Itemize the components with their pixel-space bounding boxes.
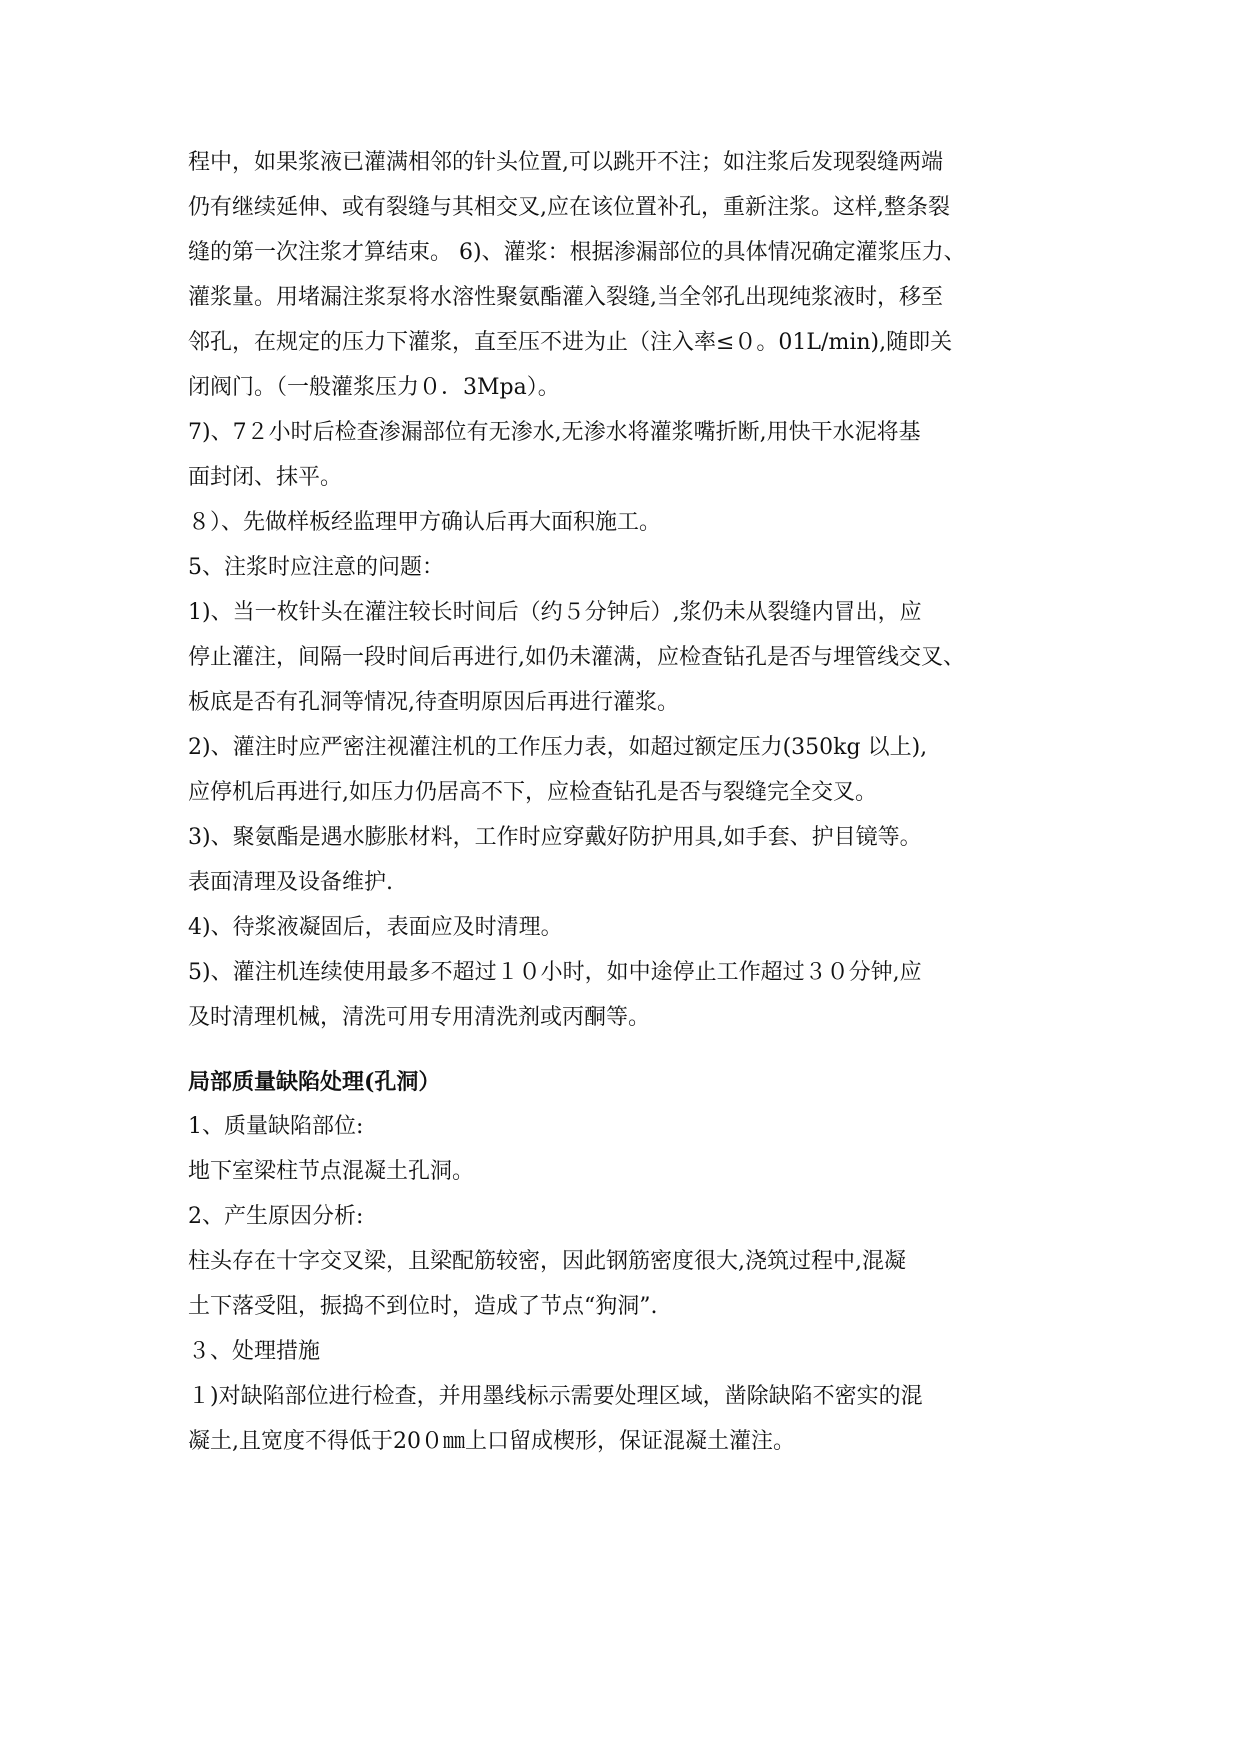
paragraph-line: 仍有继续延伸、或有裂缝与其相交叉,应在该位置补孔，重新注浆。这样,整条裂: [188, 195, 950, 220]
subsection-heading: 1、质量缺陷部位:: [188, 1114, 364, 1139]
subsection-heading: ３、处理措施: [188, 1339, 321, 1364]
paragraph-line: 灌浆量。用堵漏注浆泵将水溶性聚氨酯灌入裂缝,当全邻孔出现纯浆液时，移至: [188, 285, 943, 310]
paragraph-line: 1)、当一枚针头在灌注较长时间后（约５分钟后）,浆仍未从裂缝内冒出，应: [188, 600, 922, 625]
paragraph-line: 停止灌注，间隔一段时间后再进行,如仍未灌满，应检查钻孔是否与埋管线交叉、: [188, 645, 965, 670]
paragraph-line: 凝土,且宽度不得低于20０㎜上口留成楔形，保证混凝土灌注。: [188, 1429, 795, 1454]
section-heading: 5、注浆时应注意的问题：: [188, 555, 444, 580]
paragraph-line: 柱头存在十字交叉梁，且梁配筋较密，因此钢筋密度很大,浇筑过程中,混凝: [188, 1249, 906, 1274]
subsection-heading: 2、产生原因分析:: [188, 1204, 364, 1229]
paragraph-line: 地下室梁柱节点混凝土孔洞。: [188, 1159, 475, 1184]
paragraph-line: １)对缺陷部位进行检查，并用墨线标示需要处理区域，凿除缺陷不密实的混: [188, 1384, 923, 1409]
paragraph-line: 3)、聚氨酯是遇水膨胀材料，工作时应穿戴好防护用具,如手套、护目镜等。: [188, 825, 922, 850]
paragraph-line: ８）、先做样板经监理甲方确认后再大面积施工。: [188, 510, 662, 535]
section-title: 局部质量缺陷处理(孔洞）: [188, 1069, 441, 1095]
paragraph-line: 闭阀门。（一般灌浆压力０．3Mpa）。: [188, 375, 560, 400]
paragraph-line: 4)、待浆液凝固后，表面应及时清理。: [188, 915, 563, 940]
paragraph-line: 板底是否有孔洞等情况,待查明原因后再进行灌浆。: [188, 690, 679, 715]
paragraph-line: 邻孔，在规定的压力下灌浆，直至压不进为止（注入率≤０。01L/min),随即关: [188, 330, 953, 355]
paragraph-line: 程中，如果浆液已灌满相邻的针头位置,可以跳开不注；如注浆后发现裂缝两端: [188, 150, 943, 175]
paragraph-line: 应停机后再进行,如压力仍居高不下，应检查钻孔是否与裂缝完全交叉。: [188, 780, 877, 805]
paragraph-line: 面封闭、抹平。: [188, 465, 343, 490]
paragraph-line: 及时清理机械，清洗可用专用清洗剂或丙酮等。: [188, 1005, 651, 1030]
paragraph-line: 5)、灌注机连续使用最多不超过１０小时，如中途停止工作超过３０分钟,应: [188, 960, 922, 985]
paragraph-line: 2)、灌注时应严密注视灌注机的工作压力表，如超过额定压力(350kg 以上),: [188, 735, 928, 760]
paragraph-line: 土下落受阻，振捣不到位时，造成了节点“狗洞”.: [188, 1294, 658, 1319]
paragraph-line: 表面清理及设备维护.: [188, 870, 393, 895]
paragraph-line: 7)、7２小时后检查渗漏部位有无渗水,无渗水将灌浆嘴折断,用快干水泥将基: [188, 420, 921, 445]
paragraph-line: 缝的第一次注浆才算结束。 6)、灌浆：根据渗漏部位的具体情况确定灌浆压力、: [188, 240, 966, 265]
